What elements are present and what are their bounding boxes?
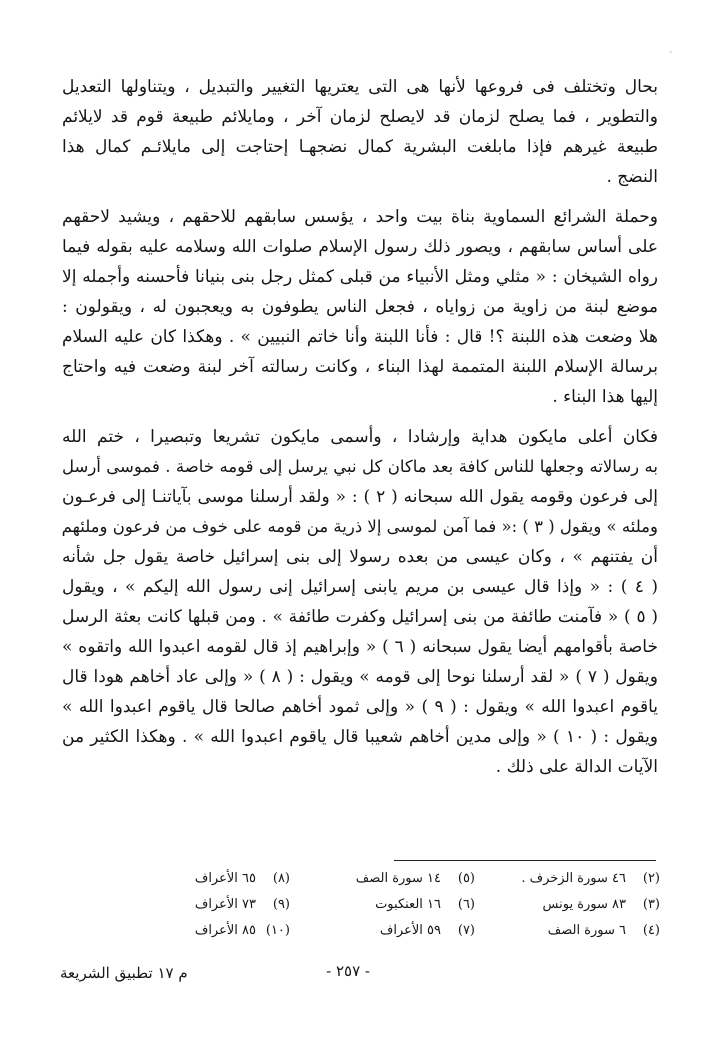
text-line: رواه الشيخان : « مثلي ومثل الأنبياء من قبلى كمثل رجل بنى بنيانا فأحسنه وأجمله إلا xyxy=(62,267,658,287)
text-line: به رسالاته وجعلها للناس كافة بعد ماكان كل نبي يرسل إلى قومه خاصة . فموسى أرسل xyxy=(62,457,658,476)
footnote-number: (٢) xyxy=(642,871,660,886)
footnote-item xyxy=(305,918,475,944)
text-line: طبيعة غيرهم فإذا مابلغت البشرية كمال نضجهـا إحتاجت إلى مايلائـم كمال هذا xyxy=(62,137,658,157)
footnote-number: (٧) xyxy=(457,923,475,938)
text-line: وملئه » ويقول ( ٣ ) :« فما آمن لموسى إلا ذرية من قومه على خوف من فرعون وملئهم xyxy=(62,517,658,536)
text-line: هلا وضعت هذه اللبنة ؟! قال : فأنا اللبنة وأنا خاتم النبيين » . وهكذا كان عليه السلام xyxy=(62,327,658,347)
text-line: على أساس سابقهم ، ويصور ذلك رسول الإسلام صلوات الله وسلامه عليه بقوله فيما xyxy=(62,237,658,257)
text-line: ( ٤ ) : « وإذا قال عيسى بن مريم يابنى إسرائيل إنى رسول الله إليكم » ، ويقول xyxy=(62,577,658,597)
footnote-text: ٦٥ الأعراف xyxy=(194,871,256,886)
footnote-number: (٩) xyxy=(272,897,290,912)
footnote-item xyxy=(305,892,475,918)
text-line: والتطوير ، فما يصلح لزمان قد لايصلح لزمان آخر ، ومايلائم طبيعة قوم قد لايلائم xyxy=(62,107,658,127)
paragraph-2 xyxy=(62,202,658,412)
footnote-item xyxy=(120,918,290,944)
footnote-text: ٤٦ سورة الزخرف . xyxy=(521,871,626,886)
footnote-number: (٣) xyxy=(642,897,660,912)
text-line: موضع لبنة من زاوية من زواياه ، فجعل الناس يطوفون به ويعجبون له ، ويقولون : xyxy=(62,297,658,317)
paragraph-1 xyxy=(62,72,658,192)
footnote-column xyxy=(305,866,475,944)
footnote-text: ١٤ سورة الصف xyxy=(355,871,441,886)
text-line: ياقوم اعبدوا الله » ويقول : ( ٩ ) « وإلى ثمود أخاهم صالحا قال ياقوم اعبدوا الله » xyxy=(62,697,658,717)
footnote-text: ٨٥ الأعراف xyxy=(194,923,256,938)
text-line: الآيات الدالة على ذلك . xyxy=(495,757,658,777)
footnote-item xyxy=(490,918,660,944)
page-footer xyxy=(60,962,660,986)
text-line: ( ٥ ) « فآمنت طائفة من بنى إسرائيل وكفرت طائفة » . ومن قبلها كانت بعثة الرسل xyxy=(62,607,658,627)
running-title: م ١٧ تطبيق الشريعة xyxy=(60,964,188,982)
paragraph-3 xyxy=(62,422,658,782)
text-line: إليها هذا البناء . xyxy=(552,387,658,407)
corner-mark: ' xyxy=(669,50,672,59)
text-line: النضج . xyxy=(606,167,658,187)
footnote-item xyxy=(305,866,475,892)
footnote-text: ٦ سورة الصف xyxy=(547,923,626,938)
footnote-text: ١٦ العنكبوت xyxy=(375,897,441,912)
footnote-divider xyxy=(394,860,656,861)
text-line: فكان أعلى مايكون هداية وإرشادا ، وأسمى مايكون تشريعا وتبصيرا ، ختم الله xyxy=(62,427,658,447)
footnote-text: ٥٩ الأعراف xyxy=(379,923,441,938)
text-line: إلى فرعون وقومه يقول الله سبحانه ( ٢ ) : « ولقد أرسلنا موسى بآياتنـا إلى فرعـون xyxy=(62,487,658,507)
footnote-item xyxy=(490,892,660,918)
text-line: ويقول ( ٧ ) « لقد أرسلنا نوحا إلى قومه » ويقول : ( ٨ ) « وإلى عاد أخاهم هودا قال xyxy=(62,667,658,687)
footnote-column xyxy=(120,866,290,944)
text-line: بحال وتختلف فى فروعها لأنها هى التى يعتريها التغيير والتبديل ، ويتناولها التعديل xyxy=(62,77,658,97)
footnote-text: ٨٣ سورة يونس xyxy=(542,897,626,912)
footnote-column xyxy=(490,866,660,944)
text-line: برسالة الإسلام اللبنة المتممة لهذا البناء ، وكانت رسالته آخر لبنة وضعت فيه واحتاج xyxy=(62,357,658,377)
text-line: خاصة بأقوامهم أيضا يقول سبحانه ( ٦ ) « وإبراهيم إذ قال لقومه اعبدوا الله واتقوه » xyxy=(62,637,658,657)
text-line: أن يفتنهم » ، وكان عيسى من بعده رسولا إلى بنى إسرائيل خاصة يقول جل شأنه xyxy=(62,547,658,567)
footnote-number: (٦) xyxy=(457,897,475,912)
footnote-number: (٤) xyxy=(642,923,660,938)
footnotes xyxy=(120,866,660,944)
footnote-number: (٨) xyxy=(272,871,290,886)
text-line: ويقول : ( ١٠ ) « وإلى مدين أخاهم شعيبا قال ياقوم اعبدوا الله » . وهكذا الكثير من xyxy=(62,727,658,747)
page-number: - ٢٥٧ - xyxy=(326,962,370,980)
footnote-text: ٧٣ الأعراف xyxy=(194,897,256,912)
body-text xyxy=(62,72,658,782)
text-line: وحملة الشرائع السماوية بناة بيت واحد ، يؤسس سابقهم للاحقهم ، ويشيد لاحقهم xyxy=(62,207,658,227)
footnote-number: (٥) xyxy=(457,871,475,886)
footnote-number: (١٠) xyxy=(265,923,290,938)
footnote-item xyxy=(120,866,290,892)
footnote-item xyxy=(120,892,290,918)
footnote-item xyxy=(490,866,660,892)
